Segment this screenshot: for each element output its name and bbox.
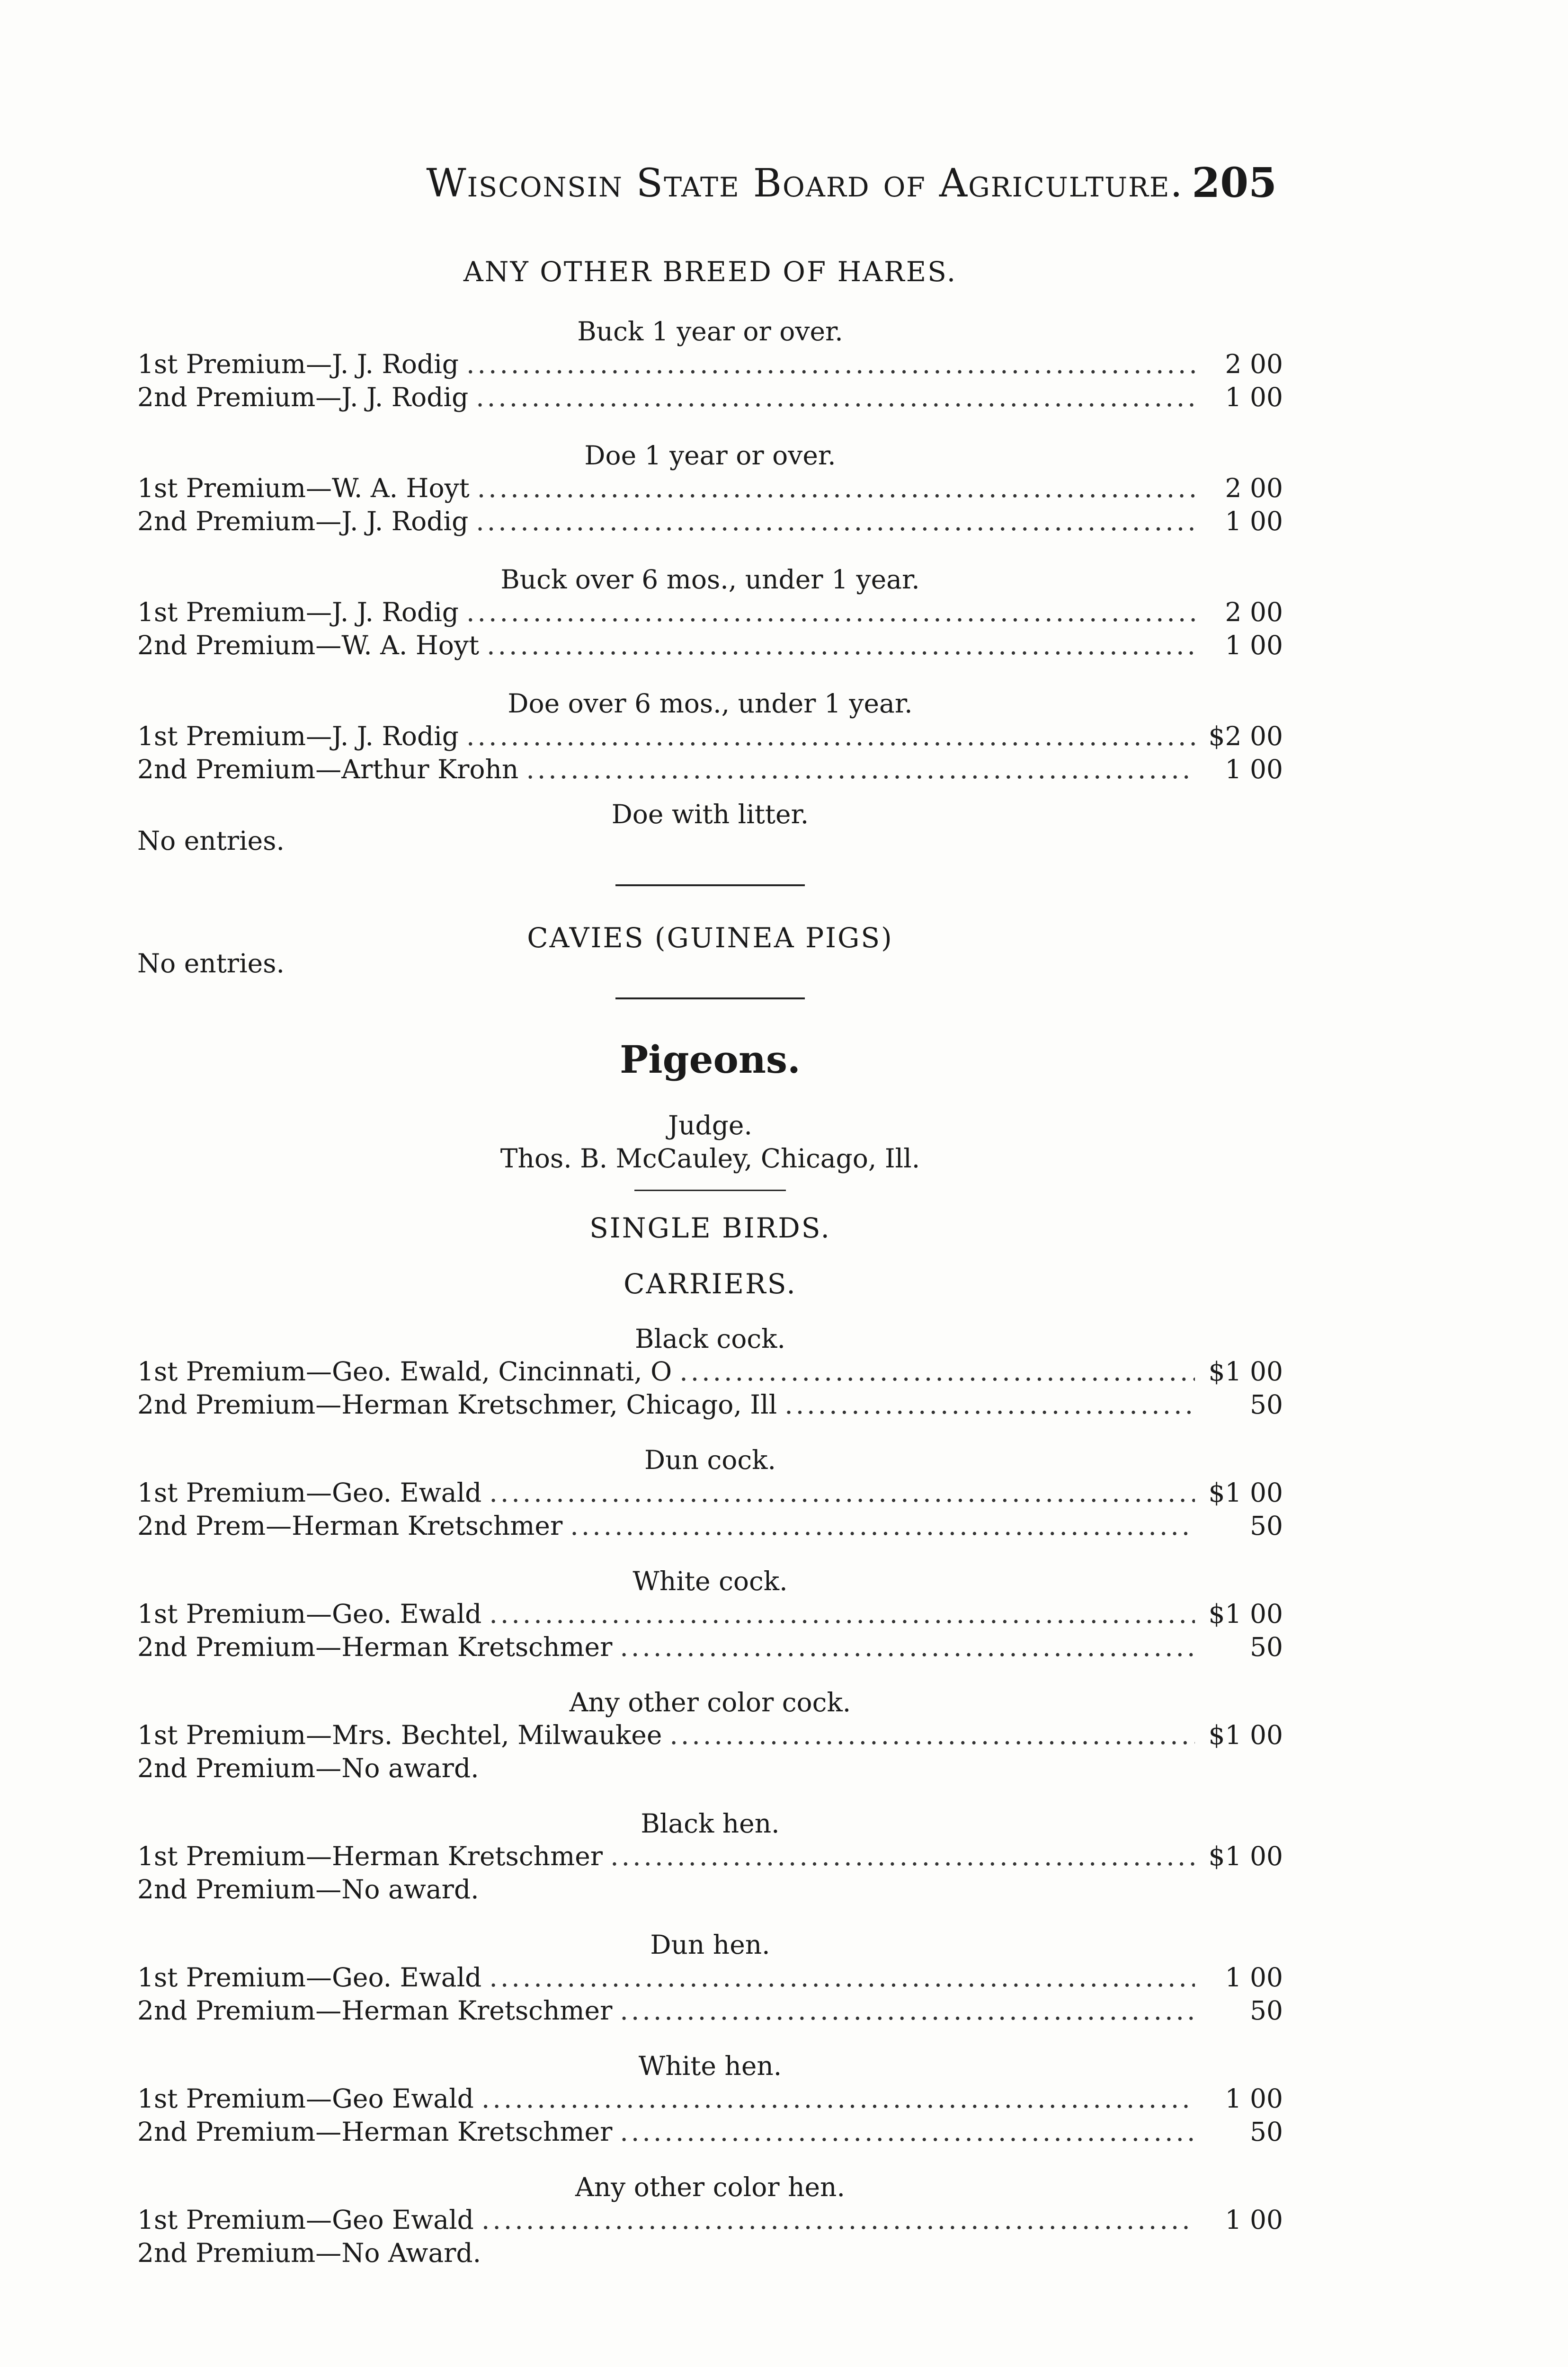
divider-rule [634,1190,786,1191]
premium-entry [137,629,1283,662]
leader-dots [620,2115,1195,2148]
class-title: Doe 1 year or over. [584,440,836,471]
entry-label: 2nd Premium—Herman Kretschmer [137,2117,613,2147]
class-title: Black cock. [635,1324,785,1354]
no-entries-note: No entries. [137,948,285,979]
entry-amount: 2 00 [1225,597,1283,627]
leader-dots [570,1509,1195,1542]
class-title: Buck over 6 mos., under 1 year. [500,564,920,595]
premium-entry [137,720,1283,753]
entry-label: 1st Premium—Herman Kretschmer [137,1841,603,1871]
class-title: Buck 1 year or over. [577,316,843,347]
premium-entry [137,505,1283,538]
entry-amount: 2 00 [1225,349,1283,379]
doe-with-litter [137,799,1283,861]
pigeons-title: Pigeons. [620,1037,801,1082]
leader-dots [669,1718,1195,1752]
cavies-section [137,922,1283,983]
class-title: Doe over 6 mos., under 1 year. [508,688,913,719]
premium-entry [137,1718,1283,1752]
entry-label: 2nd Premium—Arthur Krohn [137,754,519,784]
premium-entry [137,1752,1283,1785]
entry-label: 2nd Premium—J. J. Rodig [137,506,469,536]
premium-class [137,1808,1283,1906]
entry-amount: $1 00 [1208,1841,1283,1871]
entry-label: 1st Premium—Geo Ewald [137,2083,474,2114]
entry-label: 1st Premium—W. A. Hoyt [137,473,470,503]
entry-label: 1st Premium—Geo. Ewald [137,1962,482,1993]
premium-entry [137,596,1283,629]
premium-entry [137,753,1283,786]
entry-label: 2nd Premium—No award. [137,1753,479,1783]
premium-entry [137,347,1283,381]
leader-dots [477,472,1195,505]
entry-label: 1st Premium—Mrs. Bechtel, Milwaukee [137,1720,662,1750]
entry-label: 1st Premium—Geo. Ewald, Cincinnati, O [137,1356,672,1387]
leader-dots [620,1630,1195,1664]
premium-entry [137,1388,1283,1421]
premium-entry [137,1597,1283,1630]
entry-label: 2nd Premium—Herman Kretschmer [137,1995,613,2026]
pigeon-classes [137,1324,1283,2269]
premium-entry [137,1961,1283,1994]
premium-entry [137,1355,1283,1388]
entry-amount: 1 00 [1225,630,1283,660]
entry-amount: 1 00 [1225,506,1283,536]
entry-amount: 50 [1250,1389,1283,1420]
entry-label: 1st Premium—Geo Ewald [137,2205,474,2235]
leader-dots [784,1388,1195,1421]
leader-dots [489,1597,1195,1630]
class-title: White cock. [633,1566,788,1596]
entry-label: 2nd Prem—Herman Kretschmer [137,1511,563,1541]
judge-name: Thos. B. McCauley, Chicago, Ill. [500,1143,920,1174]
entry-amount: 1 00 [1225,754,1283,784]
premium-entry [137,1994,1283,2027]
entry-label: 1st Premium—J. J. Rodig [137,349,459,379]
leader-dots [466,720,1195,753]
class-title: White hen. [638,2051,782,2081]
premium-class [137,1445,1283,1542]
class-title: Any other color hen. [575,2172,845,2202]
carriers-heading: CARRIERS. [624,1268,797,1300]
entry-label: 1st Premium—J. J. Rodig [137,597,459,627]
leader-dots [476,505,1195,538]
premium-entry [137,1840,1283,1873]
entry-label: 2nd Premium—Herman Kretschmer, Chicago, Ill [137,1389,777,1420]
entry-amount: $1 00 [1208,1720,1283,1750]
entry-label: 1st Premium—J. J. Rodig [137,721,459,751]
premium-entry [137,1630,1283,1664]
premium-class [137,1930,1283,2027]
premium-class [137,1324,1283,1421]
premium-entry [137,2082,1283,2115]
premium-entry [137,1873,1283,1906]
leader-dots [610,1840,1195,1873]
leader-dots [487,629,1195,662]
leader-dots [481,2203,1195,2236]
divider-rule [615,997,805,999]
no-entries-note: No entries. [137,826,285,856]
premium-class [137,440,1283,538]
entry-label: 2nd Premium—No award. [137,1874,479,1904]
leader-dots [526,753,1195,786]
entry-amount: $1 00 [1208,1477,1283,1508]
class-title: Dun hen. [650,1930,770,1960]
hares-classes [137,316,1283,786]
running-title: Wisconsin State Board of Agriculture. [426,161,1184,206]
cavies-heading: CAVIES (GUINEA PIGS) [527,922,893,954]
entry-label: 2nd Premium—No Award. [137,2238,481,2268]
leader-dots [489,1476,1195,1509]
entry-label: 2nd Premium—W. A. Hoyt [137,630,480,660]
hares-heading: ANY OTHER BREED OF HARES. [463,256,957,288]
divider-rule [615,884,805,886]
entry-amount: $1 00 [1208,1356,1283,1387]
premium-class [137,1566,1283,1664]
class-title: Black hen. [641,1808,780,1839]
single-birds-heading: SINGLE BIRDS. [589,1212,831,1244]
leader-dots [476,381,1195,414]
leader-dots [481,2082,1195,2115]
entry-amount: 50 [1250,1995,1283,2026]
page-content [137,256,1283,2269]
leader-dots [620,1994,1195,2027]
entry-amount: 50 [1250,1632,1283,1662]
page-number: 205 [1192,159,1277,207]
entry-amount: $2 00 [1208,721,1283,751]
entry-amount: 1 00 [1225,1962,1283,1993]
leader-dots [489,1961,1195,1994]
entry-amount: 1 00 [1225,2205,1283,2235]
entry-amount: 2 00 [1225,473,1283,503]
class-title: Any other color cock. [569,1687,851,1717]
class-title: Dun cock. [644,1445,776,1475]
leader-dots [466,347,1195,381]
premium-class [137,1687,1283,1785]
premium-entry [137,472,1283,505]
entry-label: 1st Premium—Geo. Ewald [137,1599,482,1629]
leader-dots [679,1355,1195,1388]
premium-entry [137,1509,1283,1542]
entry-amount: 50 [1250,1511,1283,1541]
entry-label: 1st Premium—Geo. Ewald [137,1477,482,1508]
entry-amount: 1 00 [1225,2083,1283,2114]
entry-amount: $1 00 [1208,1599,1283,1629]
judge-label: Judge. [668,1110,752,1140]
premium-entry [137,2115,1283,2148]
premium-entry [137,2236,1283,2269]
premium-class [137,316,1283,414]
entry-amount: 50 [1250,2117,1283,2147]
premium-entry [137,381,1283,414]
entry-amount: 1 00 [1225,382,1283,412]
class-title: Doe with litter. [611,799,809,829]
premium-class [137,688,1283,786]
leader-dots [466,596,1195,629]
premium-class [137,564,1283,662]
premium-entry [137,2203,1283,2236]
premium-class [137,2172,1283,2269]
entry-label: 2nd Premium—J. J. Rodig [137,382,469,412]
entry-label: 2nd Premium—Herman Kretschmer [137,1632,613,1662]
premium-class [137,2051,1283,2148]
premium-entry [137,1476,1283,1509]
